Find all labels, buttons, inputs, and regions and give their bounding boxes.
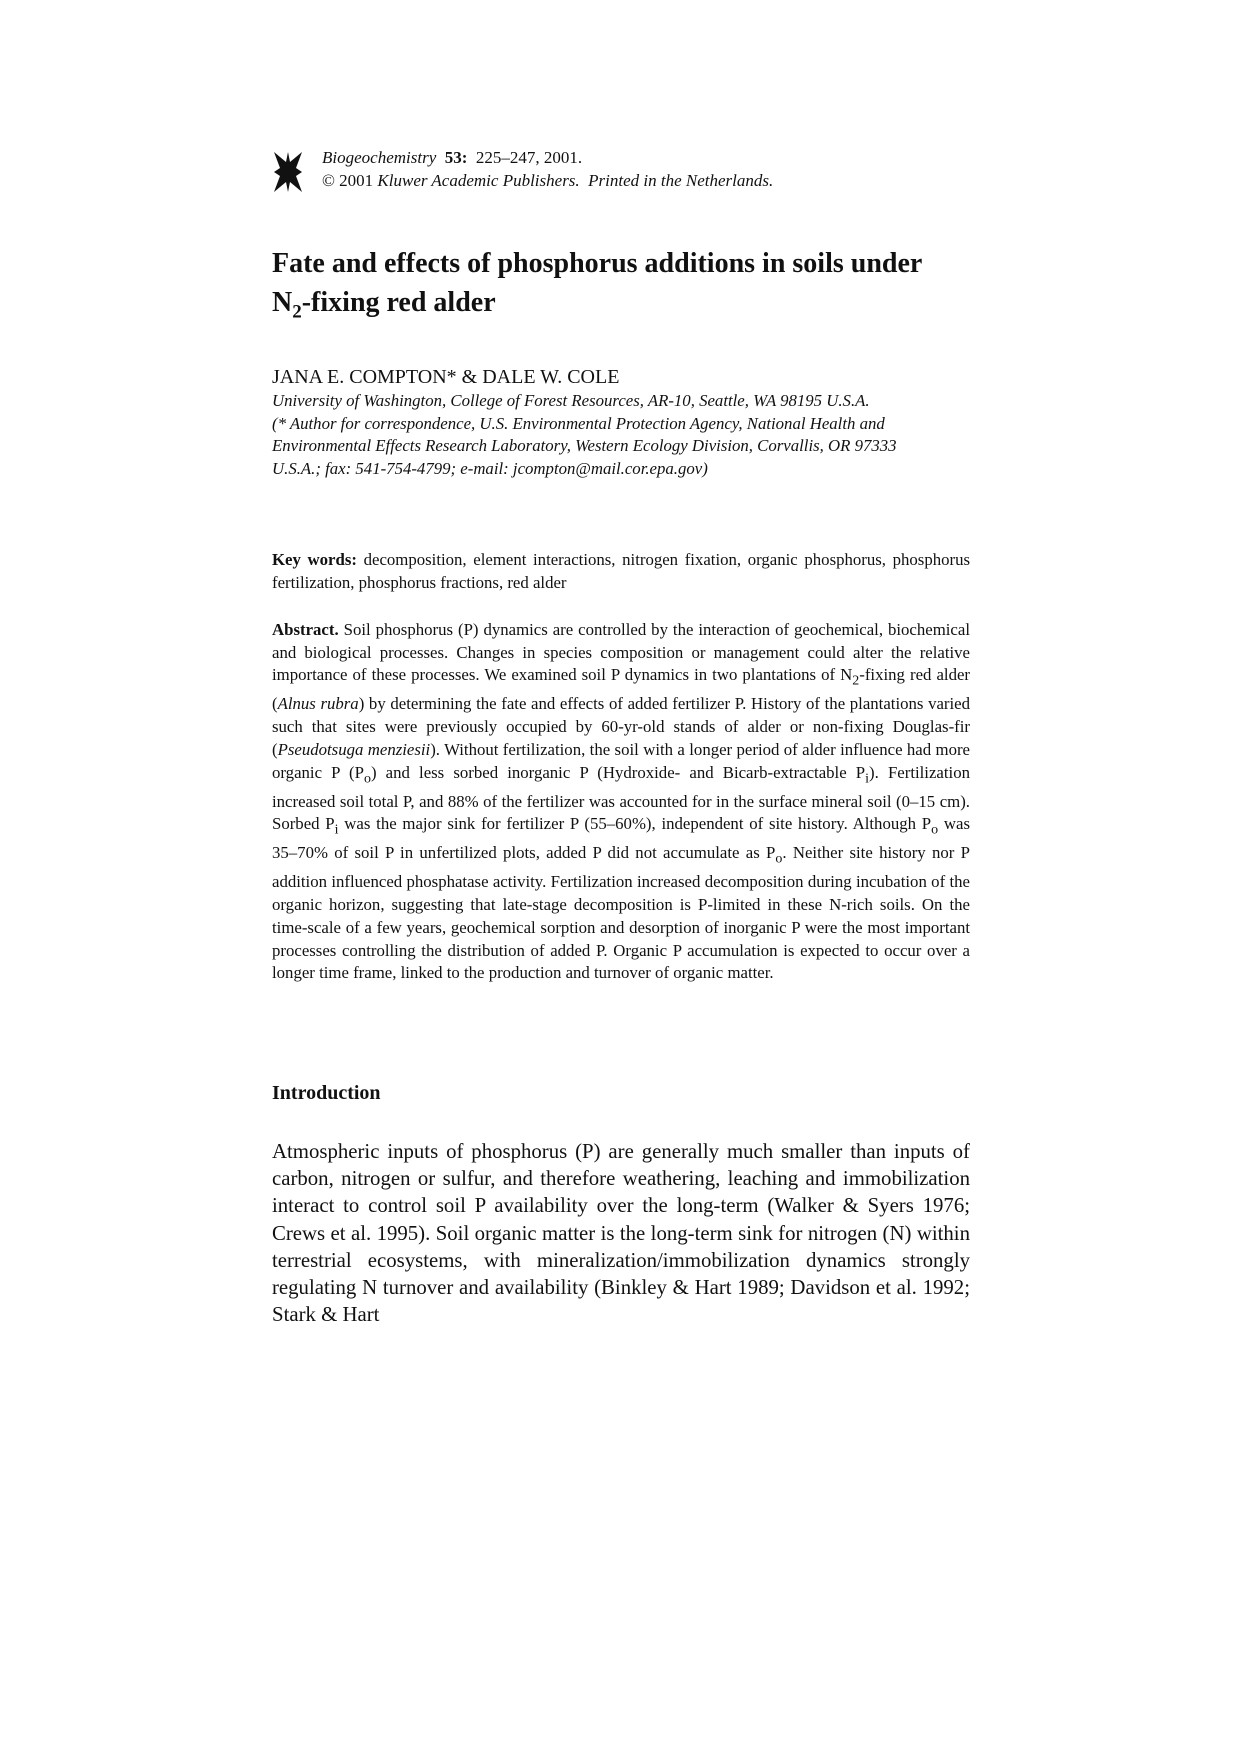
subscript: i: [865, 770, 870, 786]
affiliation-line: Environmental Effects Research Laboratory, Western Ecology Division, Corvallis, OR 97333: [272, 436, 897, 455]
authors: JANA E. COMPTON* & DALE W. COLE: [272, 366, 620, 388]
abstract-text: was the major sink for fertilizer P (55–60%), independent of site history. Although P: [338, 814, 932, 834]
species-name: Alnus rubra: [277, 694, 359, 714]
title-n-subscript: 2: [292, 301, 302, 323]
abstract-text: . Neither site history nor P addition influenced phosphatase activity. Fertilization increased decomposition during incubation of the organic horizon, suggesting that late-stage decomposition is P-limited in these N-rich soils. On the time-scale of a few years, geochemical sorption and desorption of inorganic P were the most important processes controlling the distribution of added P. Organic P accumulation is expected to occur over a longer time frame, linked to the production and turnover of organic matter.: [272, 843, 970, 983]
title-line-1: Fate and effects of phosphorus additions in soils under: [272, 248, 923, 279]
abstract: [272, 619, 970, 985]
subscript: o: [363, 770, 371, 786]
affiliation-line: University of Washington, College of Forest Resources, AR-10, Seattle, WA 98195 U.S.A.: [272, 391, 870, 410]
abstract-text: ) by determining the fate and effects of added fertilizer P. History of the plantations varied such that sites were previously occupied by 60-yr-old stands of alder or non-fixing Douglas-fir (: [272, 694, 970, 759]
abstract-text: was 35–70% of soil P in unfertilized plots, added P did not accumulate as P: [272, 814, 970, 863]
keywords-text: decomposition, element interactions, nitrogen fixation, organic phosphorus, phosphorus fertilization, phosphorus fractions, red alder: [272, 550, 971, 592]
abstract-text: ) and less sorbed inorganic P (Hydroxide- and Bicarb-extractable P: [370, 762, 866, 782]
copyright-year: © 2001: [322, 171, 374, 190]
abstract-text: Soil phosphorus (P) dynamics are controlled by the interaction of geochemical, biochemical and biological processes. Changes in species composition or management could alter the relative importance of these processes. We examined soil P dynamics in two plantations of N: [272, 620, 970, 685]
subscript: o: [775, 851, 783, 867]
affiliation-line: U.S.A.; fax: 541-754-4799; e-mail: jcompton@mail.cor.epa.gov): [272, 458, 708, 478]
copyright-line: [322, 169, 922, 192]
keywords-label: Key words:: [272, 550, 357, 569]
journal-name: Biogeochemistry: [322, 148, 437, 167]
pages-year: 225–247, 2001.: [475, 148, 583, 167]
section-heading-introduction: Introduction: [272, 1082, 381, 1104]
abstract-text: -fixing red alder (: [272, 665, 970, 714]
publisher: Kluwer Academic Publishers.: [377, 171, 580, 190]
title-n: N: [272, 287, 293, 318]
subscript: 2: [852, 673, 860, 689]
publisher-logo-icon: [272, 150, 304, 194]
abstract-label: Abstract.: [272, 620, 339, 639]
citation-block: [322, 146, 922, 192]
paper-title: [272, 244, 992, 332]
volume: 53:: [444, 148, 468, 167]
subscript: o: [931, 822, 939, 838]
printed-note: Printed in the Netherlands.: [588, 171, 774, 190]
introduction-paragraph: Atmospheric inputs of phosphorus (P) are generally much smaller than inputs of carbon, nitrogen or sulfur, and therefore weathering, leaching and immobilization interact to control soil P availability over the long-term (Walker & Syers 1976; Crews et al. 1995). Soil organic matter is the long-term sink for nitrogen (N) within terrestrial ecosystems, with mineralization/immobilization dynamics strongly regulating N turnover and availability (Binkley & Hart 1989; Davidson et al. 1992; Stark & Hart: [272, 1140, 970, 1327]
citation-line: [322, 146, 922, 169]
abstract-text: ). Without fertilization, the soil with a longer period of alder influence had more organic P (P: [272, 739, 971, 782]
abstract-text: ). Fertilization increased soil total P, and 88% of the fertilizer was accounted for in the surface mineral soil (0–15 cm). Sorbed P: [272, 762, 970, 834]
title-rest: -fixing red alder: [301, 287, 496, 318]
keywords: [272, 548, 970, 594]
species-name: Pseudotsuga menziesii: [277, 739, 431, 759]
title-line-2: [272, 283, 992, 332]
affiliation: [272, 390, 992, 480]
subscript: i: [334, 822, 339, 838]
affiliation-line: (* Author for correspondence, U.S. Environmental Protection Agency, National Health and: [272, 413, 885, 433]
